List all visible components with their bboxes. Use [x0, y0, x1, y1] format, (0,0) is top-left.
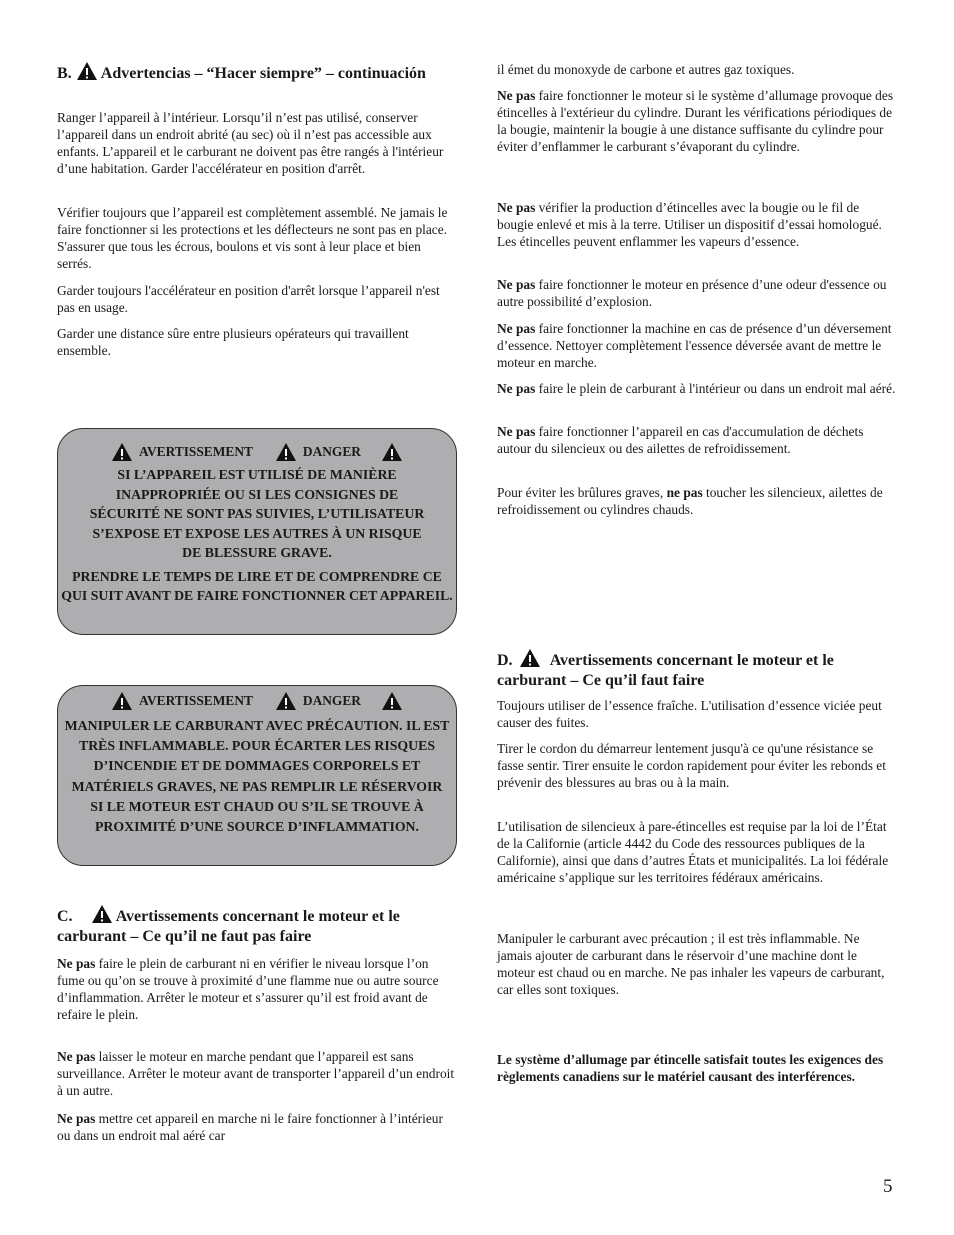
warning-box-text: PRENDRE LE TEMPS DE LIRE ET DE COMPRENDRE CE QUI SUIT AVANT DE FAIRE FONCTIONNER CET APPAREIL.	[61, 568, 453, 603]
ne-pas-item	[497, 276, 897, 310]
ne-pas-text: faire le plein de carburant ni en vérifier le niveau lorsque l’on fume ou qu’on se trouve à proximité d’une flamme nue ou autre source d’inflammation. Arrêter le moteur et s’assurer qu’il est froid avant de refaire le plein.	[57, 956, 439, 1022]
warning-triangle-icon	[381, 690, 403, 712]
warning-triangle-icon	[91, 904, 113, 924]
canada-compliance-note: Le système d’allumage par étincelle satisfait toutes les exigences des règlements canadiens sur le matériel causant des interférences.	[497, 1052, 884, 1084]
section-c-title: Avertissements concernant le moteur et le carburant – Ce qu’il ne faut pas faire	[57, 908, 400, 945]
ne-pas-text: faire fonctionner la machine en cas de présence d’un déversement d’essence. Nettoyer complètement l'essence déversée avant de mettre le moteur en marche.	[497, 321, 892, 370]
ne-pas-label: Ne pas	[57, 1049, 96, 1064]
page-number: 5	[883, 1176, 893, 1197]
ne-pas-label: Ne pas	[57, 1111, 96, 1126]
ne-pas-item	[497, 380, 897, 397]
danger-label: DANGER	[302, 693, 361, 708]
ne-pas-item	[57, 1048, 457, 1099]
ne-pas-text: faire fonctionner le moteur si le système d’allumage provoque des étincelles à l'extérieur du cylindre. Durant les vérifications périodiques de la bougie, maintenir la bougie à une distance suffisante du cylindre pour éviter d’enflammer le carburant s’évaporant du cylindre.	[497, 88, 894, 154]
continuation-text: il émet du monoxyde de carbone et autres gaz toxiques.	[497, 62, 795, 77]
warning-box-text: MANIPULER LE CARBURANT AVEC PRÉCAUTION. IL EST TRÈS INFLAMMABLE. POUR ÉCARTER LES RISQUES D’INCENDIE ET DE DOMMAGES CORPORELS ET MATÉRIELS GRAVES, NE PAS REMPLIR LE RÉSERVOIR SI LE MOTEUR EST CHAUD OU S’IL SE TROUVE À PROXIMITÉ D’UNE SOURCE D’INFLAMMATION.	[64, 718, 450, 835]
section-d-letter: D.	[497, 652, 513, 669]
section-b-paragraph: Garder une distance sûre entre plusieurs opérateurs qui travaillent ensemble.	[57, 326, 409, 358]
warning-triangle-icon	[111, 690, 133, 712]
ne-pas-label: Ne pas	[57, 956, 96, 971]
section-d-paragraph: L’utilisation de silencieux à pare-étincelles est requise par la loi de l’État de la Californie (article 4442 du Code des ressources publiques de la Californie), ainsi que dans d’autres États et municipalités. La loi fédérale américaine s’applique sur les territoires fédéraux américains.	[497, 819, 889, 885]
ne-pas-label: Ne pas	[497, 381, 536, 396]
warning-triangle-icon	[111, 441, 133, 463]
section-b-paragraph: Vérifier toujours que l’appareil est complètement assemblé. Ne jamais le faire fonctionner si les protections et les déflecteurs ne sont pas en place. S'assurer que tous les écrous, boulons et vis sont à leur place et bien serrés.	[57, 205, 448, 271]
ne-pas-item	[57, 1110, 457, 1144]
burn-text: Pour éviter les brûlures graves,	[497, 485, 667, 500]
section-d-paragraph: Manipuler le carburant avec précaution ; il est très inflammable. Ne jamais ajouter de carburant dans le réservoir d’une machine dont le moteur est chaud ou en marche. Ne pas inhaler les vapeurs de carburant, car elles sont toxiques.	[497, 931, 885, 997]
section-d-heading	[497, 648, 897, 691]
section-b-letter: B.	[57, 65, 72, 82]
warning-box-text: SI L’APPAREIL EST UTILISÉ DE MANIÈRE INAPPROPRIÉE OU SI LES CONSIGNES DE SÉCURITÉ NE SONT PAS SUIVIES, L’UTILISATEUR S’EXPOSE ET EXPOSE LES AUTRES À UN RISQUE DE BLESSURE GRAVE.	[89, 467, 425, 560]
ne-pas-text: faire fonctionner l’appareil en cas d'accumulation de déchets autour du silencieux ou des ailettes de refroidissement.	[497, 424, 864, 456]
section-d-paragraph: Tirer le cordon du démarreur lentement jusqu'à ce qu'une résistance se fasse sentir. Tirer ensuite le cordon rapidement pour éviter les rebonds et prévenir des blessures au bras ou à la main.	[497, 741, 886, 790]
section-b-paragraph: Garder toujours l'accélérateur en position d'arrêt lorsque l’appareil n'est pas en usage.	[57, 283, 440, 315]
warning-triangle-icon	[76, 61, 98, 81]
section-b-paragraph: Ranger l’appareil à l’intérieur. Lorsqu’il n’est pas utilisé, conserver l’appareil dans un endroit abrité (au sec) où il n’est pas accessible aux enfants. L’appareil et le carburant ne doivent pas être rangés à l'intérieur d’une habitation. Garder l'accélérateur en position d'arrêt.	[57, 110, 444, 176]
warning-box-header	[58, 690, 456, 712]
section-d-title: Avertissements concernant le moteur et le carburant – Ce qu’il faut faire	[497, 652, 834, 689]
avertissement-label: AVERTISSEMENT	[139, 693, 253, 708]
ne-pas-label: Ne pas	[497, 277, 536, 292]
ne-pas-label: ne pas	[666, 485, 703, 500]
ne-pas-text: laisser le moteur en marche pendant que l’appareil est sans surveillance. Arrêter le moteur avant de transporter l’appareil d’un endroit à un autre.	[57, 1049, 455, 1098]
warning-triangle-icon	[381, 441, 403, 463]
section-d-paragraph: Toujours utiliser de l’essence fraîche. L'utilisation d’essence viciée peut causer des fuites.	[497, 698, 882, 730]
ne-pas-item	[57, 955, 457, 1023]
warning-triangle-icon	[275, 441, 297, 463]
warning-triangle-icon	[275, 690, 297, 712]
ne-pas-item	[497, 87, 897, 155]
ne-pas-text: faire le plein de carburant à l'intérieur ou dans un endroit mal aéré.	[535, 381, 896, 396]
section-b-heading	[57, 61, 457, 84]
ne-pas-text: vérifier la production d’étincelles avec la bougie ou le fil de bougie enlevé et mis à la terre. Utiliser un dispositif d’essai homologué. Les étincelles peuvent enflammer les vapeurs d’essence.	[497, 200, 882, 249]
danger-label: DANGER	[302, 444, 361, 459]
ne-pas-item	[497, 320, 897, 371]
burn-warning	[497, 484, 897, 518]
section-c-heading	[57, 904, 457, 947]
warning-triangle-icon	[519, 648, 541, 668]
ne-pas-label: Ne pas	[497, 88, 536, 103]
section-b-title: Advertencias – “Hacer siempre” – continuación	[100, 65, 426, 82]
ne-pas-text: faire fonctionner le moteur en présence d’une odeur d'essence ou autre possibilité d’explosion.	[497, 277, 887, 309]
ne-pas-item	[497, 423, 897, 457]
burn-text: toucher les silencieux, ailettes de refroidissement ou cylindres chauds.	[497, 485, 883, 517]
ne-pas-text: mettre cet appareil en marche ni le faire fonctionner à l’intérieur ou dans un endroit mal aéré car	[57, 1111, 443, 1143]
avertissement-label: AVERTISSEMENT	[139, 444, 253, 459]
warning-box-fuel	[57, 685, 457, 866]
ne-pas-label: Ne pas	[497, 321, 536, 336]
ne-pas-label: Ne pas	[497, 200, 536, 215]
warning-box-misuse	[57, 428, 457, 635]
section-c-letter: C.	[57, 908, 73, 925]
ne-pas-label: Ne pas	[497, 424, 536, 439]
warning-box-header	[58, 441, 456, 463]
ne-pas-item	[497, 199, 897, 250]
